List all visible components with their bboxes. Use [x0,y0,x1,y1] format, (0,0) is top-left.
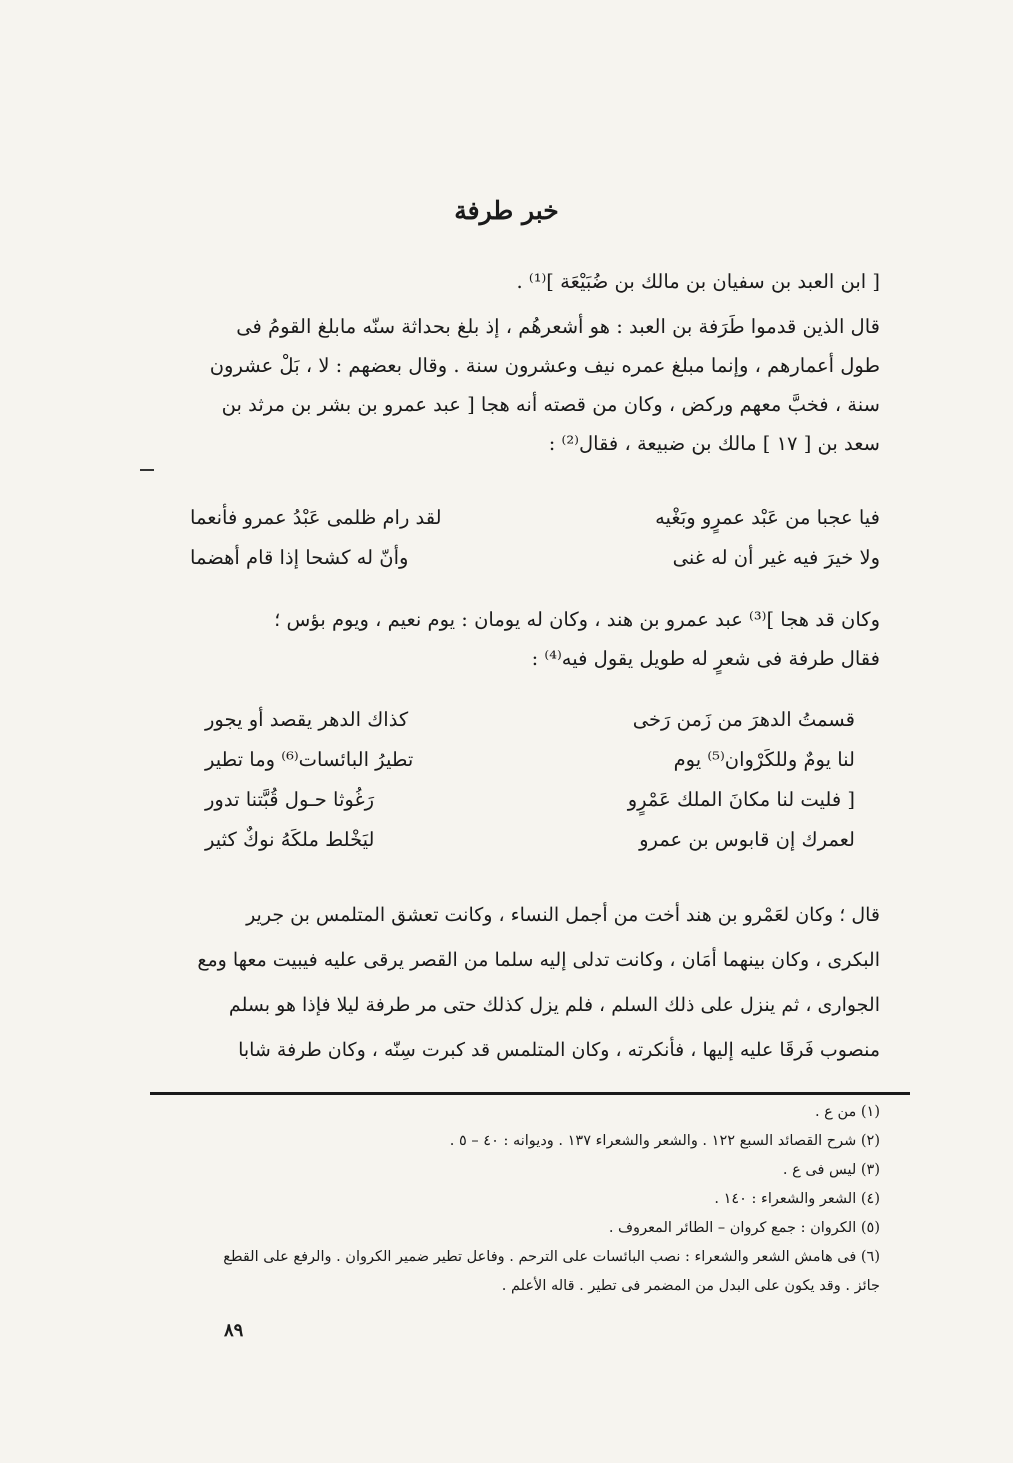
text-line: وكان قد هجا ]⁽³⁾ عبد عمرو بن هند ، وكان له يومان : يوم نعيم ، ويوم بؤس ؛ [274,608,880,631]
verse-hemistich: وأنّ له كشحا إذا قام أهضما [190,546,409,569]
verse-hemistich: رَغُوثا حـول قُبَّتنا تدور [205,788,375,811]
verse-hemistich: ليَخْلط ملكَهُ نوكٌ كثير [205,828,375,851]
text-line: البكرى ، وكان بينهما أمَان ، وكانت تدلى إليه سلما من القصر يرقى عليه فيبيت معها ومع [197,949,880,971]
footnote: (٥) الكروان : جمع كروان – الطائر المعروف . [608,1220,880,1236]
footnote: (١) من ع . [814,1104,880,1120]
footnotes [150,1098,880,1301]
page-title: خبر طرفة [454,196,559,225]
verse-hemistich: لقد رام ظلمى عَبْدُ عمرو فأنعما [190,506,442,529]
verse-block-1 [190,498,880,578]
verse-row [205,820,855,860]
verse-hemistich: لنا يومٌ وللكَرْوان⁽⁵⁾ يوم [673,748,855,771]
text-line: منصوب فَرقَا عليه إليها ، فأنكرته ، وكان المتلمس قد كبرت سِنّه ، وكان طرفة شابا [238,1039,880,1061]
footnote: (٣) ليس فى ع . [782,1162,880,1178]
text-line: قال ؛ وكان لعَمْرو بن هند أخت من أجمل النساء ، وكانت تعشق المتلمس بن جرير [246,904,880,926]
verse-row [190,538,880,578]
page-number: ٨٩ [224,1320,244,1341]
paragraph-intro [150,262,880,463]
margin-mark [140,469,154,471]
verse-hemistich: قسمتُ الدهرَ من زَمن رَخى [632,708,855,731]
verse-row [205,700,855,740]
paragraph-second [150,600,880,678]
footnote: (٦) فى هامش الشعر والشعراء : نصب البائسات على الترحم . وفاعل تطير ضمير الكروان . والرفع على القطع [223,1249,880,1265]
verse-hemistich: ولا خيرَ فيه غير أن له غنى [672,546,880,569]
verse-row [205,780,855,820]
footnote: جائز . وقد يكون على البدل من المضمر فى تطير . قاله الأعلم . [501,1278,880,1294]
footnote: (٤) الشعر والشعراء : ١٤٠ . [714,1191,880,1207]
text-line: طول أعمارهم ، وإنما مبلغ عمره نيف وعشرون سنة . وقال بعضهم : لا ، بَلْ عشرون [209,354,880,377]
verse-hemistich: تطيرُ البائسات⁽⁶⁾ وما تطير [205,748,414,771]
verse-hemistich: لعمرك إن قابوس بن عمرو [639,828,855,851]
verse-hemistich: [ فليت لنا مكانَ الملك عَمْرٍو [627,788,855,811]
verse-hemistich: كذاك الدهر يقصد أو يجور [205,708,409,731]
text-line: الجوارى ، ثم ينزل على ذلك السلم ، فلم يزل كذلك حتى مر طرفة ليلا فإذا هو بسلم [228,994,880,1016]
verse-block-2 [205,700,855,860]
text-line: قال الذين قدموا طَرَفة بن العبد : هو أشعرهُم ، إذ بلغ بحداثة سنّه مابلغ القومُ فى [236,315,880,338]
verse-hemistich: فيا عجبا من عَبْد عمرٍو وبَغْيه [655,506,880,529]
footnote: (٢) شرح القصائد السبع ١٢٢ . والشعر والشعراء ١٣٧ . وديوانه : ٤٠ – ٥ . [449,1133,880,1149]
verse-row [205,740,855,780]
text-line: سعد بن [ ١٧ ] مالك بن ضبيعة ، فقال⁽²⁾ : [548,432,880,455]
text-line: [ ابن العبد بن سفيان بن مالك بن ضُبَيْعَة ]⁽¹⁾ . [516,270,880,293]
paragraph-third [150,893,880,1073]
text-line: سنة ، فخبَّ معهم وركض ، وكان من قصته أنه هجا [ عبد عمرو بن بشر بن مرثد بن [221,393,880,416]
footnote-divider [150,1092,910,1095]
verse-row [190,498,880,538]
text-line: فقال طرفة فى شعرٍ له طويل يقول فيه⁽⁴⁾ : [531,647,880,670]
